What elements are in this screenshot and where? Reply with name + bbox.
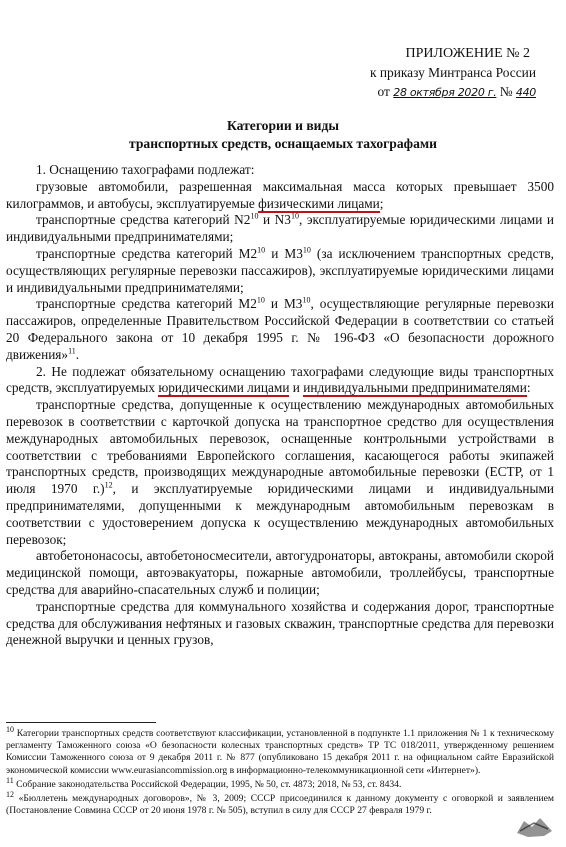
document-body bbox=[6, 162, 554, 649]
footnotes bbox=[6, 724, 554, 819]
highlight-individuals: физическими лицами bbox=[258, 195, 380, 211]
section-1-item-2: транспортные средства категорий $N2^{10}$ и $N3^{10}$, эксплуатируемые юридическими лицами и индивидуальными предпринимателями; bbox=[6, 211, 554, 245]
footnote-ref: 10 bbox=[302, 295, 311, 305]
footnote-ref: 10 bbox=[256, 295, 265, 305]
footnote-12: $^{12}$ «Бюллетень международных договоров», № 3, 2009; СССР присоединился к данному документу с оговоркой и заявлением (Постановление Совмина СССР от 20 июня 1978 г. № 505), вступил в силу для СССР 27 февраля 1979 г. bbox=[6, 789, 554, 817]
order-date-line bbox=[336, 82, 536, 102]
section-1-item-3: транспортные средства категорий $M2^{10}$ и $M3^{10}$ (за исключением транспортных средств, осуществляющих регулярные перевозки пассажиров), эксплуатируемые юридическими лицами и индивидуальными предпринимателями; bbox=[6, 245, 554, 295]
title-line-2: транспортных средств, оснащаемых тахографами bbox=[129, 136, 437, 151]
section-1-item-1: грузовые автомобили, разрешенная максимальная масса которых превышает 3500 килограммов, и автобусы, эксплуатируемые физическими лицами; bbox=[6, 178, 554, 211]
title-line-1: Категории и виды bbox=[227, 118, 339, 133]
footnote-ref: 10 bbox=[302, 245, 311, 255]
section-2-item-3: транспортные средства для коммунального хозяйства и содержания дорог, транспортные средства для обслуживания нефтяных и газовых скважин, транспортные средства для перевозки денежной выручки и ценных грузов, bbox=[6, 598, 554, 648]
footnote-10: $^{10}$ Категории транспортных средств соответствуют классификации, установленной в подпункте 1.1 приложения № 1 к техническому регламенту Таможенного союза «О безопасности колесных транспортных средств» ТР ТС 018/2011, утвержденному решением Комиссии Таможенного союза от 9 декабря 2011 г. № 877 (опубликовано 15 декабря 2011 г. на официальном сайте Евразийской экономической комиссии www.eurasiancommission.org в информационно-телекоммуникационной сети «Интернет»). bbox=[6, 724, 554, 776]
stamp-mark-icon bbox=[514, 813, 556, 839]
handwritten-number: 440 bbox=[515, 86, 536, 99]
appendix-number: ПРИЛОЖЕНИЕ № 2 bbox=[405, 46, 530, 61]
section-2-item-2: автобетононасосы, автобетоносмесители, автогудронаторы, автокраны, автомобили скорой медицинской помощи, автоэвакуаторы, пожарные автомобили, троллейбусы, транспортные средства для аварийно-спасательных служб и полиции; bbox=[6, 548, 554, 597]
number-sign: № bbox=[499, 84, 513, 99]
section-2-item-1: транспортные средства, допущенные к осуществлению международных автомобильных перевозок в соответствии с карточкой допуска на транспортное средство для осуществления международных автомобильных перевозок, оснащенные контрольными устройствами в соответствии с требованиями Европейского соглашения, касающегося работы экипажей транспортных средств, производящих международные автомобильные перевозки (ЕСТР, от 1 июля 1970 г.)$^{12}$, и эксплуатируемые юридическими лицами и индивидуальными предпринимателями, допущенными к международным автомобильным перевозкам в соответствии с удостоверением допуска к осуществлению международных автомобильных перевозок; bbox=[6, 397, 554, 547]
footnote-ref: 12 bbox=[104, 480, 113, 490]
handwritten-date: 28 октября 2020 г. bbox=[393, 86, 497, 99]
date-prefix: от bbox=[377, 84, 390, 99]
section-1-item-4: транспортные средства категорий $M2^{10}$ и $M3^{10}$, осуществляющие регулярные перевозки пассажиров, определенные Правительством Российской Федерации в соответствии со статьей 20 Федерального закона от 10 декабря 1995 г. № 196-ФЗ «О безопасности дорожного движения»$^{11}$. bbox=[6, 295, 554, 362]
section-2-heading: 2. Не подлежат обязательному оснащению тахографами следующие виды транспортных средств, эксплуатируемых юридическими лицами и индивидуальными предпринимателями: bbox=[6, 363, 554, 396]
highlight-entrepreneurs: индивидуальными предпринимателями bbox=[303, 380, 527, 396]
footnote-ref: 10 bbox=[257, 245, 266, 255]
highlight-legal-entities: юридическими лицами bbox=[158, 380, 290, 396]
section-1-heading: 1. Оснащению тахографами подлежат: bbox=[36, 162, 255, 177]
order-reference: к приказу Минтранса России bbox=[370, 65, 536, 80]
footnote-separator bbox=[6, 722, 156, 723]
footnote-ref: 10 bbox=[250, 211, 259, 221]
document-title bbox=[0, 117, 566, 153]
footnote-ref: 11 bbox=[68, 346, 76, 356]
footnote-11: $^{11}$ Собрание законодательства Российской Федерации, 1995, № 50, ст. 4873; 2018, № 53, ст. 8434. bbox=[6, 775, 402, 790]
footnote-ref: 10 bbox=[290, 211, 299, 221]
appendix-header bbox=[336, 44, 536, 102]
